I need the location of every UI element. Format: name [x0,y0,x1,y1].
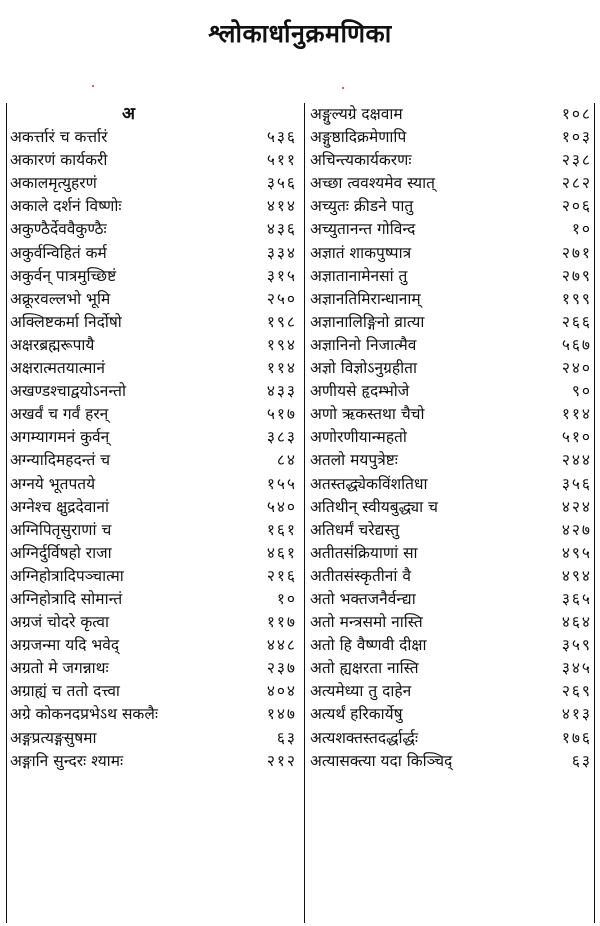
page-number: ४४८ [266,636,297,655]
index-entry [10,126,297,149]
verse-text: अचिन्त्यकार्यकरणः [310,151,412,170]
page-number: ४६४ [561,613,592,632]
index-entry [10,242,297,265]
index-entry [310,611,592,634]
verse-text: अज्ञो विज्ञोऽनुग्रहीता [310,359,417,378]
page-number: ४०४ [266,682,297,701]
verse-text: अतिधर्मं चरेद्यस्तु [310,520,400,539]
verse-text: अग्निर्दुर्विषहो राजा [10,543,112,562]
verse-text: अग्रजं चोदरे कृत्वा [10,613,110,632]
verse-text: अज्ञानतिमिरान्धानाम् [310,289,421,308]
index-entry [10,218,297,241]
index-entry [310,380,592,403]
speck-mark [342,87,344,89]
index-entry [10,195,297,218]
verse-text: अतलो मयपुत्रेष्टः [310,451,398,470]
page-number: ११४ [266,359,297,378]
index-entry [310,542,592,565]
page-number: ३६५ [561,589,592,608]
index-entry [310,473,592,496]
verse-text: अखर्वं च गर्वं हरन् [10,405,109,424]
column-divider-middle [304,103,305,923]
page-number: २७९ [561,266,592,285]
index-entry [310,426,592,449]
verse-text: अग्रजन्मा यदि भवेद् [10,636,120,655]
index-entry [10,519,297,542]
page-number: ३५६ [561,474,592,493]
verse-text: अङ्गुष्ठादिक्रमेणापि [310,128,407,147]
page-number: ४२७ [561,520,592,539]
page-number: ३४५ [561,659,592,678]
section-letter: अ [122,104,135,124]
column-divider-left [6,103,7,923]
index-entry [10,426,297,449]
index-entry [10,403,297,426]
verse-text: अङ्गुल्यग्रे दक्षवाम [310,105,403,123]
page-number: ६३ [276,728,297,747]
index-entry [10,703,297,726]
page-number: १५५ [266,474,297,493]
page-number: ९० [571,382,592,401]
verse-text: अत्यासक्त्या यदा किञ्चिद् [310,751,453,770]
index-entry [310,195,592,218]
verse-text: अत्यमेध्या तु दाहेन [310,682,412,701]
verse-text: अज्ञानालिङ्गिनो व्रात्या [310,312,425,331]
page-number: ५११ [266,151,297,170]
verse-text: अतो ह्यक्षरता नास्ति [310,659,419,678]
page-number: १० [571,220,592,239]
page-number: २३७ [266,659,297,678]
index-entry [310,103,592,126]
verse-text: अतो भक्तजनैर्वन्द्या [310,589,416,608]
page-number: ११७ [266,613,297,632]
index-entry [310,126,592,149]
page-number: ४९४ [561,566,592,585]
page-number: २१२ [266,751,297,770]
index-entry [310,565,592,588]
verse-text: अकुण्ठैर्देववैकुण्ठैः [10,220,107,239]
verse-text: अतीतसंस्कृतीनां वै [310,566,411,585]
verse-text: अङ्गानि सुन्दरः श्यामः [10,751,124,770]
index-entry [10,149,297,172]
index-entry [10,657,297,680]
verse-text: अत्यर्थं हरिकार्येषु [310,705,403,724]
verse-text: अज्ञानिनो निजात्मैव [310,335,417,354]
page-number: ११४ [561,405,592,424]
index-entry [310,218,592,241]
page-number: ५४० [266,497,297,516]
verse-text: अक्षरात्मतयात्मानं [10,359,106,378]
verse-text: अतो हि वैष्णवी दीक्षा [310,636,427,655]
page-number: ३५९ [561,636,592,655]
page-number: ८४ [276,451,297,470]
speck-mark [92,85,94,87]
page-number: २३८ [561,151,592,170]
verse-text: अणो ऋकस्तथा चैचो [310,405,425,424]
verse-text: अकाले दर्शनं विष्णोः [10,197,122,216]
page-number: ४९५ [561,543,592,562]
verse-text: अग्निहोत्रादि सोमान्तं [10,589,123,608]
page-number: २४० [561,359,592,378]
page-number: ४३३ [266,382,297,401]
page-number: १४७ [266,705,297,724]
index-entry [310,149,592,172]
verse-text: अग्रे कोकनदप्रभेऽथ सकलैः [10,705,158,724]
page-number: २७१ [561,243,592,262]
index-entry [310,311,592,334]
verse-text: अखण्डश्चाद्वयोऽनन्तो [10,382,127,401]
index-entry [310,750,592,773]
index-entry [310,172,592,195]
verse-text: अतिथीन् स्वीयबुद्ध्या च [310,497,438,516]
index-entry [310,727,592,750]
page-number: ३८३ [266,428,297,447]
verse-text: अक्रूरवल्लभो भूमि [10,289,111,308]
verse-text: अग्नेश्च क्षुद्रदेवानां [10,497,109,516]
index-entry [310,703,592,726]
page-number: ५६७ [561,335,592,354]
index-entry [10,288,297,311]
verse-text: अग्राह्यं च ततो दत्त्वा [10,682,120,701]
page-number: १०८ [561,105,592,123]
page-number: २०६ [561,197,592,216]
verse-text: अकारणं कार्यकरी [10,151,108,170]
page-number: २१६ [266,566,297,585]
index-entry [10,750,297,773]
index-entry [10,611,297,634]
verse-text: अच्छा त्ववश्यमेव स्यात् [310,174,435,193]
verse-text: अकुर्वन्विहितं कर्म [10,243,107,262]
left-column [10,103,297,773]
verse-text: अग्रतो मे जगन्नाथः [10,659,109,678]
verse-text: अकालमृत्युहरणं [10,174,97,193]
page-number: १७६ [561,728,592,747]
verse-text: अग्न्यादिमहदन्तं च [10,451,111,470]
index-entry [310,242,592,265]
page-number: १०३ [561,128,592,147]
index-entry [310,334,592,357]
index-entry [310,288,592,311]
page-number: ६३ [571,751,592,770]
index-entry [10,357,297,380]
page-number: ५१७ [266,405,297,424]
page-number: १९९ [561,289,592,308]
page-number: ४३६ [266,220,297,239]
index-entry [10,634,297,657]
index-entry [10,680,297,703]
index-entry [310,588,592,611]
index-entry [310,496,592,519]
index-entry [10,496,297,519]
page-number: ३५६ [266,174,297,193]
index-entry [10,265,297,288]
index-entry [310,265,592,288]
page-number: २५० [266,289,297,308]
index-entry [310,657,592,680]
verse-text: अच्युतानन्त गोविन्द [310,220,416,239]
verse-text: अग्निपितृसुराणां च [10,520,112,539]
index-entry [10,727,297,750]
page-number: ३१५ [266,266,297,285]
page-number: ३३४ [266,243,297,262]
page-number: १९८ [266,312,297,331]
page-number: १९४ [266,335,297,354]
right-column [310,103,592,773]
index-entry [310,519,592,542]
index-entry [10,172,297,195]
index-entry [310,634,592,657]
index-entry [10,380,297,403]
index-table [8,103,596,923]
column-divider-right [594,103,595,923]
page-number: ४२४ [561,497,592,516]
page-title: श्लोकार्धानुक्रमणिका [208,19,392,48]
verse-text: अकुर्वन् पात्रमुच्छिष्टं [10,266,117,285]
index-entry [10,311,297,334]
index-entry [310,449,592,472]
index-entry [310,403,592,426]
page-number: १६१ [266,520,297,539]
verse-text: अग्निहोत्रादिपञ्चात्मा [10,566,124,585]
index-entry [310,680,592,703]
verse-text: अक्लिष्टकर्मा निर्दोषो [10,312,122,331]
index-entry [10,588,297,611]
page-number: ४६१ [266,543,297,562]
verse-text: अगम्यागमनं कुर्वन् [10,428,110,447]
verse-text: अज्ञातं शाकपुष्पात्र [310,243,412,262]
verse-text: अणोरणीयान्महतो [310,428,407,447]
page-number: ५१० [561,428,592,447]
page-number: ४१३ [561,705,592,724]
verse-text: अतो मन्त्रसमो नास्ति [310,613,423,632]
page-number: ४१४ [266,197,297,216]
verse-text: अङ्गप्रत्यङ्गसुषमा [10,728,97,747]
verse-text: अतस्तद्ध्येकविंशतिधा [310,474,428,493]
page-number: २६९ [561,682,592,701]
verse-text: अणीयसे हृदम्भोजे [310,382,410,401]
index-entry [10,542,297,565]
page-number: २६६ [561,312,592,331]
verse-text: अतीतसंक्रियाणां सा [310,543,418,562]
verse-text: अग्नये भूतपतये [10,474,96,493]
verse-text: अच्युतः क्रीडने पातु [310,197,414,216]
page-number: २८२ [561,174,592,193]
index-entry [10,449,297,472]
page-number: २४४ [561,451,592,470]
verse-text: अज्ञातानामेनसां तु [310,266,408,285]
verse-text: अकर्त्तारं च कर्त्तारं [10,128,108,147]
index-entry [10,334,297,357]
index-entry [10,565,297,588]
page-number: १० [276,589,297,608]
page-number: ५३६ [266,128,297,147]
index-entry [10,473,297,496]
index-entry [310,357,592,380]
verse-text: अत्यशक्तस्तदर्द्धार्द्धः [310,728,419,747]
verse-text: अक्षरब्रह्मरूपायै [10,335,95,354]
